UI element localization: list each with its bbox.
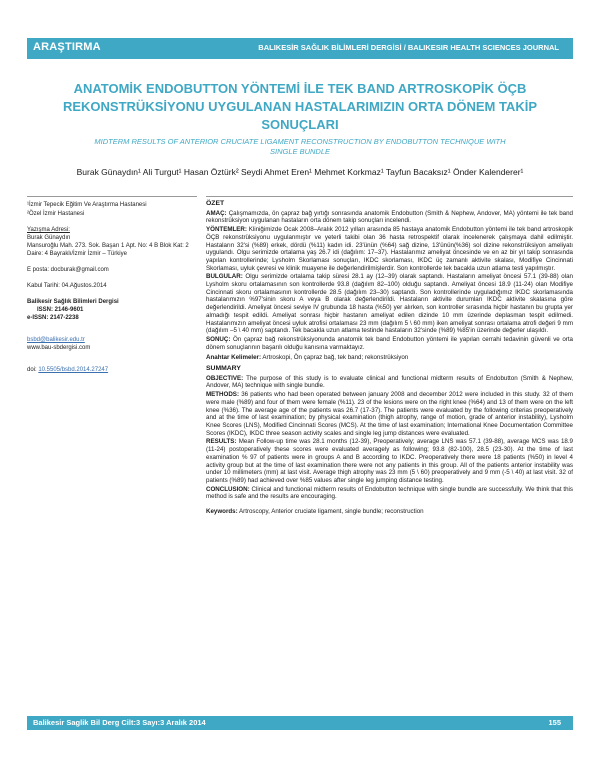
methods-label: METHODS:: [206, 391, 239, 399]
issn: ISSN: 2146-9601: [37, 307, 84, 313]
journal-title: Balikesir Sağlık Bilimleri Dergisi: [27, 299, 119, 305]
footer-citation: Balikesir Saglik Bil Derg Cilt:3 Sayı:3 Aralık 2014: [33, 718, 206, 727]
keywords-en-label: Keywords:: [206, 508, 238, 516]
doi-line: [27, 366, 197, 374]
affiliation-2: ²Özel İzmir Hastanesi: [27, 211, 85, 217]
email-line: E posta: docburak@gmail.com: [27, 267, 109, 273]
bulgular-text: Olgu serimizde ortalama takip süresi 28.1 ay (12–39) olarak saptandı. Hastaların ameliyat öncesi 57.1 (39-88) olan Lysholm skoru ortalamasının son kontrollerde 93.8 (dağılım 82–100) olduğu saptandı. Ameliyat öncesi 18.9 (11-24) olan Modifiye Cincinnati skoru ortalamasının kontrollerde 28.5 (dağılım 23–30) saptandı. Son kontrollerinde uyguladığımız IKDC skorlamasında hastalarımızın %97'sinin skoru A veya B olarak değerlendirildi. Hastaların aktivite durumları IKDC aktivite skalasına göre değerlendirildi. Ameliyat öncesi seviye IV grubunda 18 hasta (%50) yer alırken, son kontroller sırasında hiçbir hastanın bu grupta yer almadığı tespit edildi. Ameliyat sonrası hiçbir hastanın ameliyat edilen dizinde 10 mm üzerinde deplasman tespit edilmedi. Hastalarımızın ameliyat öncesi uyluk atrofisi ortalaması 23 mm (dağılım 5 \ 60 mm) iken ameliyat sonrası ortalama atrofi değeri 9 mm (dağılım –5 \ 40 mm) saptandı. Tek bacakla uzun atlama testinde hastaların 32'sinde (%89) %85'in üzerinde değerler ulaşıldı.: [206, 273, 573, 335]
page-number: 155: [548, 718, 561, 727]
conclusion-label: CONCLUSION:: [206, 485, 250, 493]
conclusion-text: Clinical and functional midterm results of Endobutton technique with single bundle are successfully. We think that this method is safe and the results are encouraging.: [206, 485, 573, 501]
objective-text: The purpose of this study is to evaluate clinical and functional midterm results of Endobutton (Smith & Nephew, Andover, MA) technique with single bundle.: [206, 374, 573, 390]
correspondence: [27, 226, 197, 258]
sonuc-paragraph: [206, 336, 573, 351]
doi-prefix: doi:: [27, 367, 39, 373]
footer-bar: [27, 716, 573, 730]
journal-info: [27, 298, 197, 322]
affiliation-1: ¹İzmir Tepecik Eğitim Ve Araştırma Hastanesi: [27, 202, 147, 208]
affiliations: [27, 201, 197, 218]
anahtar-kelimeler: [206, 354, 573, 362]
section-label: ARAŞTIRMA: [33, 41, 101, 53]
website-text: www.bau-sbdergisi.com: [27, 345, 91, 351]
keywords-en: [206, 508, 573, 516]
eissn: e-ISSN: 2147-2238: [27, 315, 79, 321]
amac-label: AMAÇ:: [206, 209, 227, 217]
bulgular-paragraph: [206, 273, 573, 335]
abstract-en-heading: SUMMARY: [206, 365, 241, 373]
contact-email-link[interactable]: bsbd@balikesir.edu.tr: [27, 337, 85, 343]
results-label: RESULTS:: [206, 438, 237, 446]
keywords-en-text: Artroscopy, Anterior cruciate ligament, single bundle; reconstruction: [237, 508, 424, 516]
spacer: [206, 502, 573, 505]
methods-text: 36 patients who had been operated between january 2008 and december 2012 were included in this study. 32 of them were male (%89) and four of them were female (%11). 23 of the lesions were on the right knee (%64) and 13 of them were on the left knee (%36). The average age of the patients was 26.7 (17-37). The patients were evaluated by the following criterias preoperatively and at the time of last examination; by physical examination (thigh atrophy, range of motion, grade of anterior instability), Lysholm Knee Scores (LNS), Modified Cincinnati Scores (MCS). At the time of last examination; International Knee Documentation Committee Scores (IKDC), IKDC three season activity scales and single leg jump distances were evaluated.: [206, 391, 573, 437]
abstract-column: [206, 196, 573, 519]
bulgular-label: BULGULAR:: [206, 273, 243, 281]
doi-link[interactable]: 10.5505/bsbd.2014.27247: [38, 367, 109, 373]
sidebar: [27, 196, 197, 382]
objective-label: OBJECTIVE:: [206, 374, 244, 382]
author-list: Burak Günaydın¹ Ali Turgut¹ Hasan Öztürk² Seydi Ahmet Eren¹ Mehmet Korkmaz¹ Tayfun Bacaksız¹ Önder Kalenderer¹: [76, 167, 524, 177]
contact: [27, 336, 197, 352]
correspondence-label: Yazışma Adresi:: [27, 227, 70, 233]
header-bar: [27, 38, 573, 59]
abstract-tr-heading: ÖZET: [206, 200, 225, 207]
correspondence-name: Burak Günaydın: [27, 235, 71, 241]
results-paragraph: [206, 438, 573, 484]
yontemler-paragraph: [206, 226, 573, 272]
conclusion-paragraph: [206, 486, 573, 501]
methods-paragraph: [206, 391, 573, 437]
yontemler-text: Kliniğimizde Ocak 2008–Aralık 2012 yılları arasında 85 hastaya anatomik Endobutton yöntemi ile tek band artroskopik ÖÇB rekonstrüksiyonu uygulanmıştır ve yeterli takibi olan 36 hasta retrospektif olarak incelenerek çalışmaya dahil edilmiştir. Hastaların 32'si (%89) erkek, dördü (%11) kadın idi. 23'ünün (%64) sağ dizine, 13'ünün(%36) sol dizine rekonstrüksiyon ameliyatı uygulandı. Olgu serimizde ortalama yaş 26.7 idi (dağılım: 17–37). Hastalarımız ameliyat öncesinde ve en az bir yıl takip sonrasında yapılan kontrollerinde; Lysholm Skorlaması sonuçları, IKDC skorlaması, IKDC üç zamanlı aktivite skalası, Modifiye Cincinnati Skorlaması, uyluk çevresi ve klinik muayene ile değerlendirilmişlerdir. Son kontrollerde tek bacakla uzun atlama testi yapılmıştır.: [206, 226, 573, 272]
sonuc-label: SONUÇ:: [206, 335, 231, 343]
amac-text: Çalışmamızda, ön çapraz bağ yırtığı sonrasında anatomik Endobutton (Smith & Nephew, Andover, MA) yöntemi ile tek band rekonstrüksiyon uygulanan hastaların orta dönem takip sonuçları incelendi.: [206, 209, 573, 225]
abstract-rule: [206, 196, 573, 197]
sidebar-rule: [27, 196, 197, 197]
sonuc-text: Ön çapraz bağ rekonstrüksiyonunda anatomik tek band Endobutton yöntemi ile yapılan cerrahi tedavinin güvenli ve orta dönem sonuçlarının başarılı olduğu kanısına varmaktayız.: [206, 335, 573, 351]
article-title: ANATOMİK ENDOBUTTON YÖNTEMİ İLE TEK BAND ARTROSKOPİK ÖÇB REKONSTRÜKSİYONU UYGULANAN HASTALARIMIZIN ORTA DÖNEM TAKİP SONUÇLARI: [62, 81, 537, 132]
journal-name-header: BALIKESİR SAĞLIK BİLİMLERİ DERGİSİ / BALIKESIR HEALTH SCIENCES JOURNAL: [258, 43, 559, 52]
yontemler-label: YÖNTEMLER:: [206, 226, 247, 234]
amac-paragraph: [206, 210, 573, 225]
received-date: Kabul Tarihi: 04.Ağustos.2014: [27, 283, 107, 289]
article-subtitle: MIDTERM RESULTS OF ANTERIOR CRUCIATE LIGAMENT RECONSTRUCTION BY ENDOBUTTON TECHNIQUE WITH SINGLE BUNDLE: [94, 137, 506, 156]
correspondence-address: Mansuroğlu Mah. 273. Sok. Başarı 1 Apt. No: 4 B Blok Kat: 2 Daire: 4 Bayraklı/İzmir İzmir – Türkiye: [27, 243, 189, 257]
anahtar-kelimeler-label: Anahtar Kelimeler:: [206, 354, 262, 362]
objective-paragraph: [206, 375, 573, 390]
anahtar-kelimeler-text: Artroskopi, Ön çapraz bağ, tek band; rekonstrüksiyon: [261, 354, 409, 362]
results-text: Mean Follow-up time was 28.1 months (12-39), Preoperatively; average LNS was 57.1 (39-88), average MCS was 18.9 (11-24) postoperatively these scores were evaluated averagely as following; 93.8 (82-100), 28.5 (23-30). At the time of last examination % 97 of patients were in groups A and B according to IKDC. Preoperatively there were 18 patients (%50) in level 4 activity group but at the time of last examination there were not any patients in this group. All of the patients anterior instability was under 10 millimeters (mm) at last visit. Average thigh atrophy was 23 mm (5 \ 60) preoperatively and 9 mm (-5 \ 40) at last visit. 32 of patients (%89) had achieved over %85 values after single leg jumping distance testing.: [206, 438, 573, 484]
